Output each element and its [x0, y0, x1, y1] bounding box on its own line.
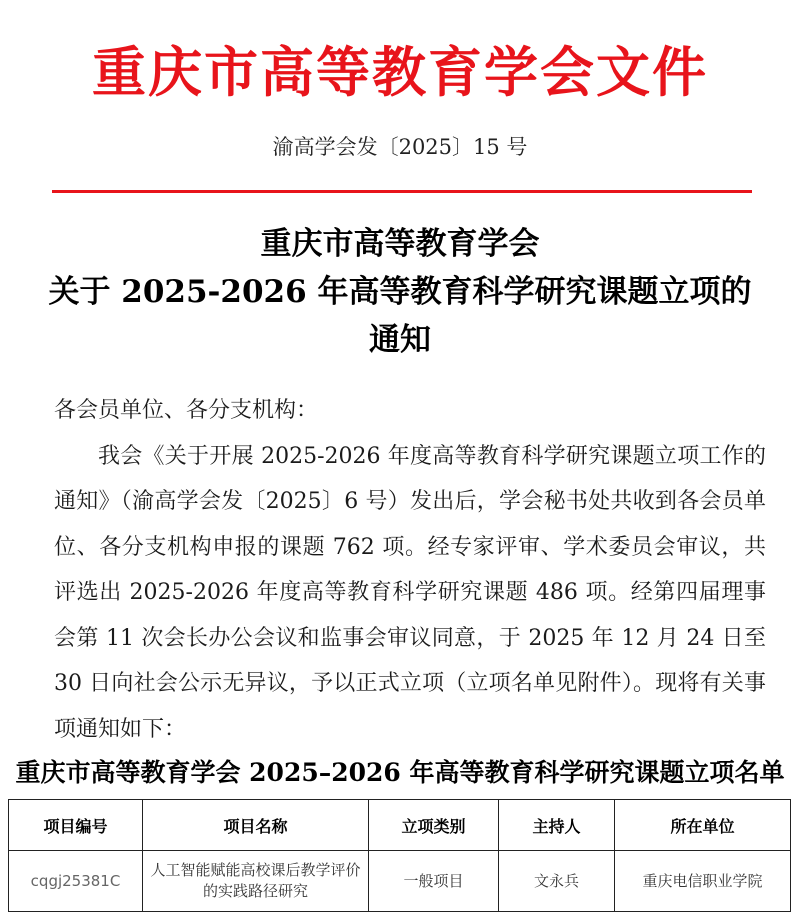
column-header-project-code: 项目编号 [9, 800, 143, 851]
project-code-cell: cqgj25381C [9, 851, 143, 912]
column-header-project-name: 项目名称 [143, 800, 369, 851]
notice-title-line-2: 关于 2025-2026 年高等教育科学研究课题立项的 [48, 274, 752, 310]
column-header-institution: 所在单位 [615, 800, 791, 851]
document-masthead: 重庆市高等教育学会文件 [92, 41, 708, 104]
notice-title [0, 220, 800, 364]
notice-title-line-3: 通知 [369, 322, 431, 358]
table-header-row [9, 800, 791, 851]
table-title: 重庆市高等教育学会 2025–2026 年高等教育科学研究课题立项名单 [15, 758, 785, 787]
column-header-host: 主持人 [499, 800, 615, 851]
table-row [9, 851, 791, 912]
institution-cell: 重庆电信职业学院 [615, 851, 791, 912]
red-divider-line [52, 190, 752, 193]
body-paragraph: 我会《关于开展 2025-2026 年度高等教育科学研究课题立项工作的通知》（渝高学会发〔2025〕6 号）发出后，学会秘书处共收到各会员单位、各分支机构申报的课题 762 项。经专家评审、学术委员会审议，共评选出 2025-2026 年度高等教育科学研究课题 486 项。经第四届理事会第 11 次会长办公会议和监事会审议同意，于 2025 年 12 月 24 日至 30 日向社会公示无异议，予以正式立项（立项名单见附件）。现将有关事项通知如下： [54, 443, 766, 742]
notice-body [54, 388, 766, 752]
document-number: 渝高学会发〔2025〕15 号 [272, 135, 528, 159]
category-cell: 一般项目 [369, 851, 499, 912]
project-list-table [8, 799, 791, 912]
notice-title-line-1: 重庆市高等教育学会 [260, 226, 540, 262]
host-cell: 文永兵 [499, 851, 615, 912]
column-header-category: 立项类别 [369, 800, 499, 851]
project-name-cell: 人工智能赋能高校课后教学评价的实践路径研究 [143, 851, 369, 912]
salutation: 各会员单位、各分支机构： [54, 398, 319, 423]
